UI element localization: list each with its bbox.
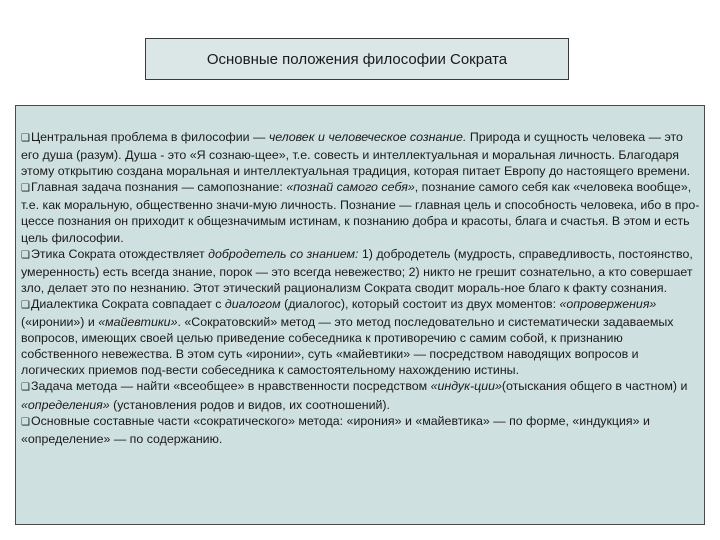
paragraph-text: Центральная проблема в философии —	[30, 130, 269, 144]
paragraph-text: Главная задача познания — самопознание:	[30, 180, 287, 195]
bullet-paragraph	[21, 378, 700, 412]
paragraph-text: Диалектика Сократа совпадает с	[30, 296, 225, 311]
content-box	[15, 105, 705, 525]
bullet-paragraph	[21, 413, 700, 447]
paragraph-text: Природа и сущность человека — это его душа (разум). Душа - это «Я сознаю-щее», т.е. совесть и интеллектуальная и моральная личность. Благодаря этому открытию создана моральная и интеллектуальная традиция, которая питает Европу до настоящего времени.	[21, 130, 691, 179]
paragraph-text: (диалогос), который состоит из двух моментов:	[280, 296, 560, 311]
checkbox-bullet-icon: ❑	[21, 299, 30, 311]
emphasis-text: диалогом	[224, 296, 281, 311]
paragraph-text: («иронии») и	[21, 315, 99, 330]
checkbox-bullet-icon: ❑	[21, 382, 30, 394]
paragraph-text: Задача метода — найти «всеобщее» в нравственности посредством	[30, 379, 431, 394]
slide-title: Основные положения философии Сократа	[206, 50, 508, 68]
emphasis-text: добродетель со знанием:	[208, 246, 359, 261]
checkbox-bullet-icon: ❑	[21, 183, 30, 195]
emphasis-text: «познай самого себя»	[286, 180, 415, 195]
paragraph-text: , познание самого себя как «человека вообще», т.е. как моральную, общественно значи-мую личность. Познание — главная цель и способность человека, ибо в про-цессе познания он приходит к общезначимым истинам, к познанию добра и красоты, блага и счастья. В этом и есть цель философии.	[21, 180, 700, 245]
emphasis-text: «определения»	[21, 397, 110, 412]
slide-title-box	[145, 38, 569, 80]
paragraph-list	[21, 129, 700, 447]
bullet-paragraph	[21, 179, 700, 245]
paragraph-text: (отыскания общего в частном) и	[501, 379, 688, 394]
paragraph-text: . «Сократовский» метод — это метод последовательно и систематически задаваемых вопросов, имеющих своей целью приведение собеседника к противоречию с самим собой, к признанию собственного невежества. В этом суть «иронии», суть «майевтики» — посредством наводящих вопросов и логических приемов под-вести собеседника к самостоятельному нахождению истины.	[21, 315, 674, 378]
emphasis-text: «индук-ции»	[430, 379, 502, 394]
bullet-paragraph	[21, 129, 700, 179]
emphasis-text: «майевтики»	[98, 315, 178, 330]
paragraph-text: (установления родов и видов, их соотношений).	[109, 397, 390, 412]
paragraph-text: Основные составные части «сократического» метода: «ирония» и «майевтика» — по форме, «индукция» и «определение» — по содержанию.	[21, 413, 650, 446]
paragraph-text: Этика Сократа отождествляет	[30, 246, 209, 261]
bullet-paragraph	[21, 246, 700, 296]
emphasis-text: «опровержения»	[559, 296, 657, 311]
bullet-paragraph	[21, 296, 700, 378]
emphasis-text: человек и человеческое сознание.	[268, 130, 467, 144]
checkbox-bullet-icon: ❑	[21, 249, 30, 261]
checkbox-bullet-icon: ❑	[21, 133, 30, 144]
paragraph-text: 1) добродетель (мудрость, справедливость, постоянство, умеренность) есть всегда знание, порок — это всегда невежество; 2) никто не грешит сознательно, а кто совершает зло, делает это по незнанию. Этот этический рационализм Сократа сводит мораль-ное благо к факту сознания.	[21, 246, 693, 295]
checkbox-bullet-icon: ❑	[21, 416, 30, 428]
